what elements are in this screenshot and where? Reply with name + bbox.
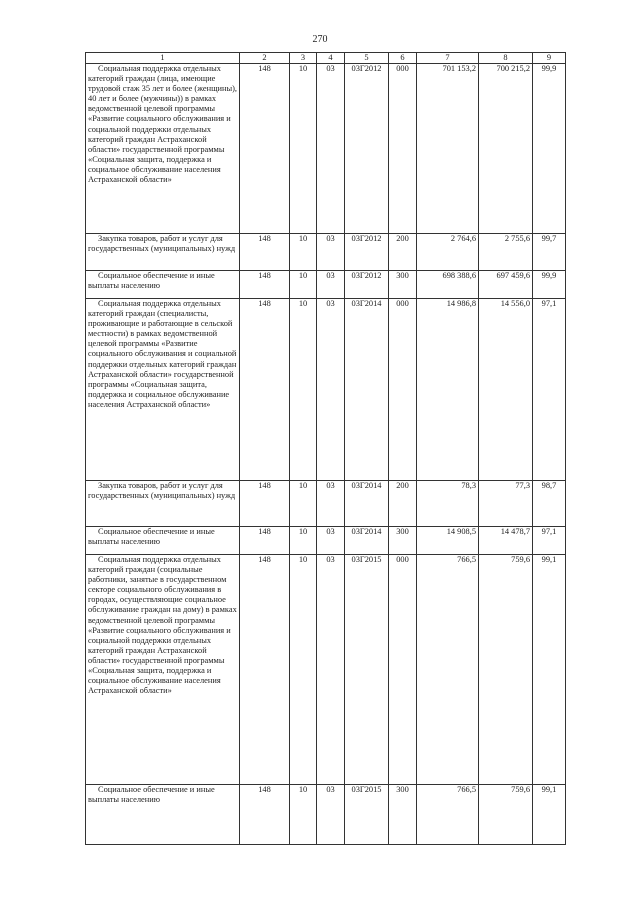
column-header: 8 [479,53,533,64]
column-header: 7 [417,53,479,64]
cell-subsection: 03 [317,299,345,481]
column-header: 2 [240,53,290,64]
cell-subsection: 03 [317,234,345,271]
cell-section: 10 [290,785,317,845]
row-name: Социальная поддержка отдельных категорий граждан (лица, имеющие трудовой стаж 35 лет и более (женщины), 40 лет и более (мужчины)) в рамках ведомственной целевой программы «Развитие социального обслуживания и социальной поддержки отдельных категорий граждан Астраханской области» государственной программы «Социальная защита, поддержка и социальное обслуживание населения Астраханской области» [86,64,240,234]
cell-planned: 766,5 [417,785,479,845]
cell-code: 148 [240,527,290,555]
cell-section: 10 [290,234,317,271]
cell-actual: 759,6 [479,555,533,785]
cell-actual: 700 215,2 [479,64,533,234]
cell-expense-type: 300 [389,271,417,299]
cell-percent: 98,7 [533,481,566,527]
cell-percent: 97,1 [533,299,566,481]
row-name: Социальная поддержка отдельных категорий граждан (специалисты, проживающие и работающие в сельской местности) в рамках ведомственной целевой программы «Развитие социального обслуживания и социальной поддержки отдельных категорий граждан Астраханской области» государственной программы «Социальная защита, поддержка и социальное обслуживание населения Астраханской области» [86,299,240,481]
cell-percent: 97,1 [533,527,566,555]
column-header: 6 [389,53,417,64]
column-header: 3 [290,53,317,64]
cell-section: 10 [290,555,317,785]
cell-actual: 14 556,0 [479,299,533,481]
cell-section: 10 [290,271,317,299]
cell-expense-type: 000 [389,299,417,481]
cell-planned: 78,3 [417,481,479,527]
cell-target: 03Г2012 [345,271,389,299]
cell-actual: 14 478,7 [479,527,533,555]
cell-target: 03Г2015 [345,555,389,785]
cell-code: 148 [240,481,290,527]
cell-subsection: 03 [317,481,345,527]
cell-planned: 698 388,6 [417,271,479,299]
cell-expense-type: 000 [389,64,417,234]
column-header: 1 [86,53,240,64]
cell-code: 148 [240,785,290,845]
cell-code: 148 [240,234,290,271]
cell-code: 148 [240,64,290,234]
cell-planned: 2 764,6 [417,234,479,271]
cell-code: 148 [240,299,290,481]
cell-target: 03Г2014 [345,527,389,555]
row-name: Социальное обеспечение и иные выплаты населению [86,785,240,845]
cell-code: 148 [240,555,290,785]
cell-planned: 14 986,8 [417,299,479,481]
cell-percent: 99,7 [533,234,566,271]
cell-code: 148 [240,271,290,299]
cell-expense-type: 300 [389,785,417,845]
row-name: Закупка товаров, работ и услуг для государственных (муниципальных) нужд [86,481,240,527]
cell-expense-type: 200 [389,234,417,271]
cell-target: 03Г2012 [345,234,389,271]
table-row [86,234,566,271]
row-name: Социальная поддержка отдельных категорий граждан (социальные работники, занятые в государственном секторе социального обслуживания в городах, осуществляющие социальное обслуживание граждан на дому) в рамках ведомственной целевой программы «Развитие социального обслуживания и социальной поддержки отдельных категорий граждан Астраханской области» государственной программы «Социальная защита, поддержка и социальное обслуживание населения Астраханской области» [86,555,240,785]
cell-subsection: 03 [317,555,345,785]
cell-percent: 99,1 [533,555,566,785]
table-row [86,555,566,785]
table-row [86,785,566,845]
table-row [86,299,566,481]
cell-expense-type: 200 [389,481,417,527]
row-name: Социальное обеспечение и иные выплаты населению [86,527,240,555]
cell-subsection: 03 [317,785,345,845]
table-row [86,481,566,527]
cell-planned: 14 908,5 [417,527,479,555]
table-row [86,64,566,234]
header-row [86,53,566,64]
cell-target: 03Г2014 [345,481,389,527]
cell-actual: 759,6 [479,785,533,845]
cell-section: 10 [290,299,317,481]
column-header: 4 [317,53,345,64]
budget-table [85,52,566,845]
cell-target: 03Г2014 [345,299,389,481]
cell-percent: 99,1 [533,785,566,845]
cell-subsection: 03 [317,527,345,555]
column-header: 9 [533,53,566,64]
cell-actual: 2 755,6 [479,234,533,271]
cell-expense-type: 000 [389,555,417,785]
cell-subsection: 03 [317,64,345,234]
cell-actual: 697 459,6 [479,271,533,299]
cell-actual: 77,3 [479,481,533,527]
cell-section: 10 [290,64,317,234]
cell-subsection: 03 [317,271,345,299]
cell-percent: 99,9 [533,271,566,299]
column-header: 5 [345,53,389,64]
table-row [86,271,566,299]
cell-section: 10 [290,481,317,527]
page-number: 270 [312,34,328,45]
cell-percent: 99,9 [533,64,566,234]
cell-section: 10 [290,527,317,555]
cell-target: 03Г2015 [345,785,389,845]
cell-planned: 766,5 [417,555,479,785]
row-name: Закупка товаров, работ и услуг для государственных (муниципальных) нужд [86,234,240,271]
cell-target: 03Г2012 [345,64,389,234]
cell-planned: 701 153,2 [417,64,479,234]
cell-expense-type: 300 [389,527,417,555]
table-row [86,527,566,555]
row-name: Социальное обеспечение и иные выплаты населению [86,271,240,299]
